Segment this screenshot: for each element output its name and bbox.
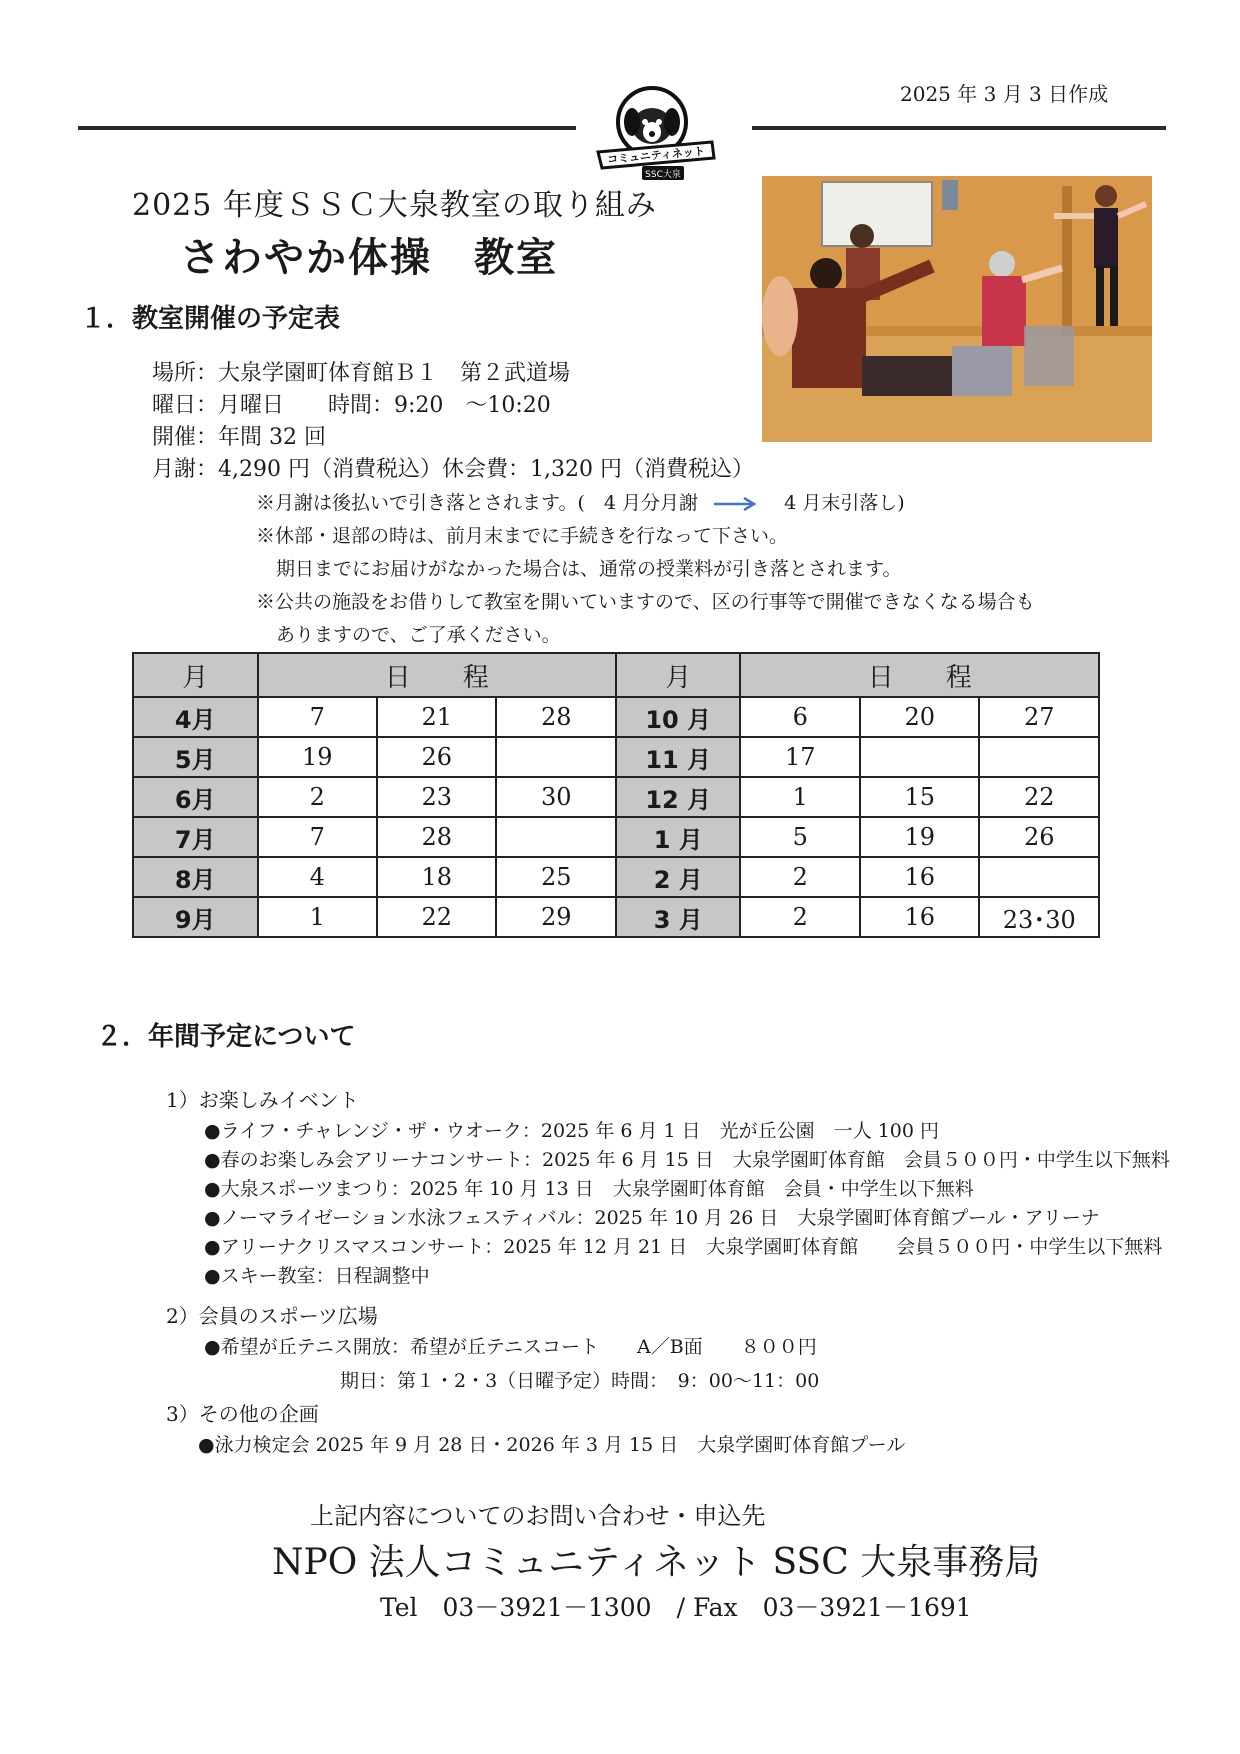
note-facility: ※公共の施設をお借りして教室を開いていますので、区の行事等で開催できなくなる場合も: [256, 591, 1035, 613]
list-item: ●ノーマライゼーション水泳フェスティバル：2025 年 10 月 26 日 大泉学園町体育館プール・アリーナ: [204, 1207, 1100, 1229]
header-rule-left: [78, 126, 576, 130]
logo-text-1: コミュニティネット: [606, 144, 706, 167]
note-apology: ありますので、ご了承ください。: [276, 624, 561, 646]
day-cell: 27: [979, 697, 1099, 737]
other-subheading: 3）その他の企画: [166, 1402, 319, 1426]
day-cell: [496, 737, 616, 777]
day-cell: 26: [979, 817, 1099, 857]
contact-organization: NPO 法人コミュニティネット SSC 大泉事務局: [272, 1542, 1041, 1583]
day-cell: 29: [496, 897, 616, 937]
created-date: 2025 年 3 月 3 日作成: [900, 82, 1109, 106]
header-days: 日 程: [258, 653, 616, 697]
day-cell: 4: [258, 857, 377, 897]
class-photo: [762, 176, 1152, 442]
table-row: [133, 697, 1099, 737]
note-deadline: 期日までにお届けがなかった場合は、通常の授業料が引き落とされます。: [276, 558, 902, 580]
day-cell: [979, 737, 1099, 777]
swim-test-line: ●泳力検定会 2025 年 9 月 28 日・2026 年 3 月 15 日 大泉学園町体育館プール: [198, 1434, 906, 1456]
list-item: ●アリーナクリスマスコンサート：2025 年 12 月 21 日 大泉学園町体育館 会員５００円・中学生以下無料: [204, 1236, 1163, 1258]
day-cell: [979, 857, 1099, 897]
header-rule-right: [752, 126, 1166, 130]
month-cell: 10 月: [616, 697, 741, 737]
day-cell: 28: [377, 817, 496, 857]
day-cell: 15: [860, 777, 979, 817]
day-cell: 16: [860, 857, 979, 897]
month-cell: 12 月: [616, 777, 741, 817]
day-cell: 26: [377, 737, 496, 777]
month-cell: 8月: [133, 857, 258, 897]
day-cell: 2: [740, 857, 859, 897]
day-cell: 23: [377, 777, 496, 817]
note-payment: [256, 488, 905, 515]
day-cell: 19: [860, 817, 979, 857]
day-cell: 21: [377, 697, 496, 737]
section2-heading: ２．年間予定について: [96, 1022, 356, 1052]
schedule-header-row: [133, 653, 1099, 697]
contact-intro: 上記内容についてのお問い合わせ・申込先: [310, 1502, 766, 1530]
events-list: [204, 1116, 1170, 1290]
page-title: さわやか体操 教室: [180, 235, 558, 281]
list-item: ●スキー教室：日程調整中: [204, 1265, 430, 1287]
list-item: ●大泉スポーツまつり：2025 年 10 月 13 日 大泉学園町体育館 会員・中学生以下無料: [204, 1178, 974, 1200]
note-payment-a: ※月謝は後払いで引き落とされます。( 4 月分月謝: [256, 492, 699, 514]
day-cell: 7: [258, 697, 377, 737]
arrow-right-icon: [712, 495, 760, 513]
logo: [592, 82, 722, 182]
note-withdraw: ※休部・退部の時は、前月末までに手続きを行なって下さい。: [256, 525, 789, 547]
table-row: [133, 857, 1099, 897]
place-text: 場所：大泉学園町体育館Ｂ１ 第２武道場: [152, 361, 571, 386]
tennis-schedule: 期日：第１・2・3（日曜予定）時間： 9：00～11：00: [340, 1370, 820, 1392]
day-cell: 5: [740, 817, 859, 857]
tennis-line: ●希望が丘テニス開放：希望が丘テニスコート A／B面 ８００円: [204, 1336, 817, 1358]
day-cell: 1: [740, 777, 859, 817]
day-cell: 2: [258, 777, 377, 817]
header-month: 月: [133, 653, 258, 697]
month-cell: 6月: [133, 777, 258, 817]
table-row: [133, 897, 1099, 937]
day-cell: 18: [377, 857, 496, 897]
list-item: ●ライフ・チャレンジ・ザ・ウオーク：2025 年 6 月 1 日 光が丘公園 一人 100 円: [204, 1120, 939, 1142]
day-cell: 25: [496, 857, 616, 897]
events-subheading: 1）お楽しみイベント: [166, 1088, 359, 1112]
table-row: [133, 737, 1099, 777]
day-cell: 6: [740, 697, 859, 737]
month-cell: 7月: [133, 817, 258, 857]
day-cell: [860, 737, 979, 777]
month-cell: 5月: [133, 737, 258, 777]
fee-text: 月謝：4,290 円（消費税込）休会費：1,320 円（消費税込）: [152, 457, 754, 482]
header-month: 月: [616, 653, 741, 697]
month-cell: 2 月: [616, 857, 741, 897]
page-subtitle: 2025 年度ＳＳＣ大泉教室の取り組み: [132, 188, 657, 223]
list-item: ●春のお楽しみ会アリーナコンサート：2025 年 6 月 15 日 大泉学園町体育館 会員５００円・中学生以下無料: [204, 1149, 1170, 1171]
day-cell: 22: [979, 777, 1099, 817]
day-cell: 7: [258, 817, 377, 857]
count-text: 開催：年間 32 回: [152, 425, 326, 450]
month-cell: 1 月: [616, 817, 741, 857]
section1-heading: １．教室開催の予定表: [80, 304, 341, 334]
contact-phone-fax: Tel 03－3921－1300 / Fax 03－3921－1691: [380, 1593, 972, 1622]
logo-text-2: SSC大泉: [645, 170, 681, 180]
sports-subheading: 2）会員のスポーツ広場: [166, 1304, 378, 1328]
table-row: [133, 777, 1099, 817]
header-days: 日 程: [740, 653, 1099, 697]
month-cell: 4月: [133, 697, 258, 737]
month-cell: 3 月: [616, 897, 741, 937]
day-cell: 20: [860, 697, 979, 737]
day-time-text: 曜日：月曜日 時間：9:20 ～10:20: [152, 393, 551, 418]
day-cell: 16: [860, 897, 979, 937]
day-cell: 1: [258, 897, 377, 937]
day-cell: 28: [496, 697, 616, 737]
month-cell: 9月: [133, 897, 258, 937]
table-row: [133, 817, 1099, 857]
day-cell: 19: [258, 737, 377, 777]
day-cell: 2: [740, 897, 859, 937]
day-cell: 23･30: [979, 897, 1099, 937]
day-cell: 22: [377, 897, 496, 937]
schedule-table: [132, 652, 1100, 938]
day-cell: 30: [496, 777, 616, 817]
note-payment-b: 4 月末引落し): [784, 492, 905, 514]
month-cell: 11 月: [616, 737, 741, 777]
day-cell: 17: [740, 737, 859, 777]
day-cell: [496, 817, 616, 857]
